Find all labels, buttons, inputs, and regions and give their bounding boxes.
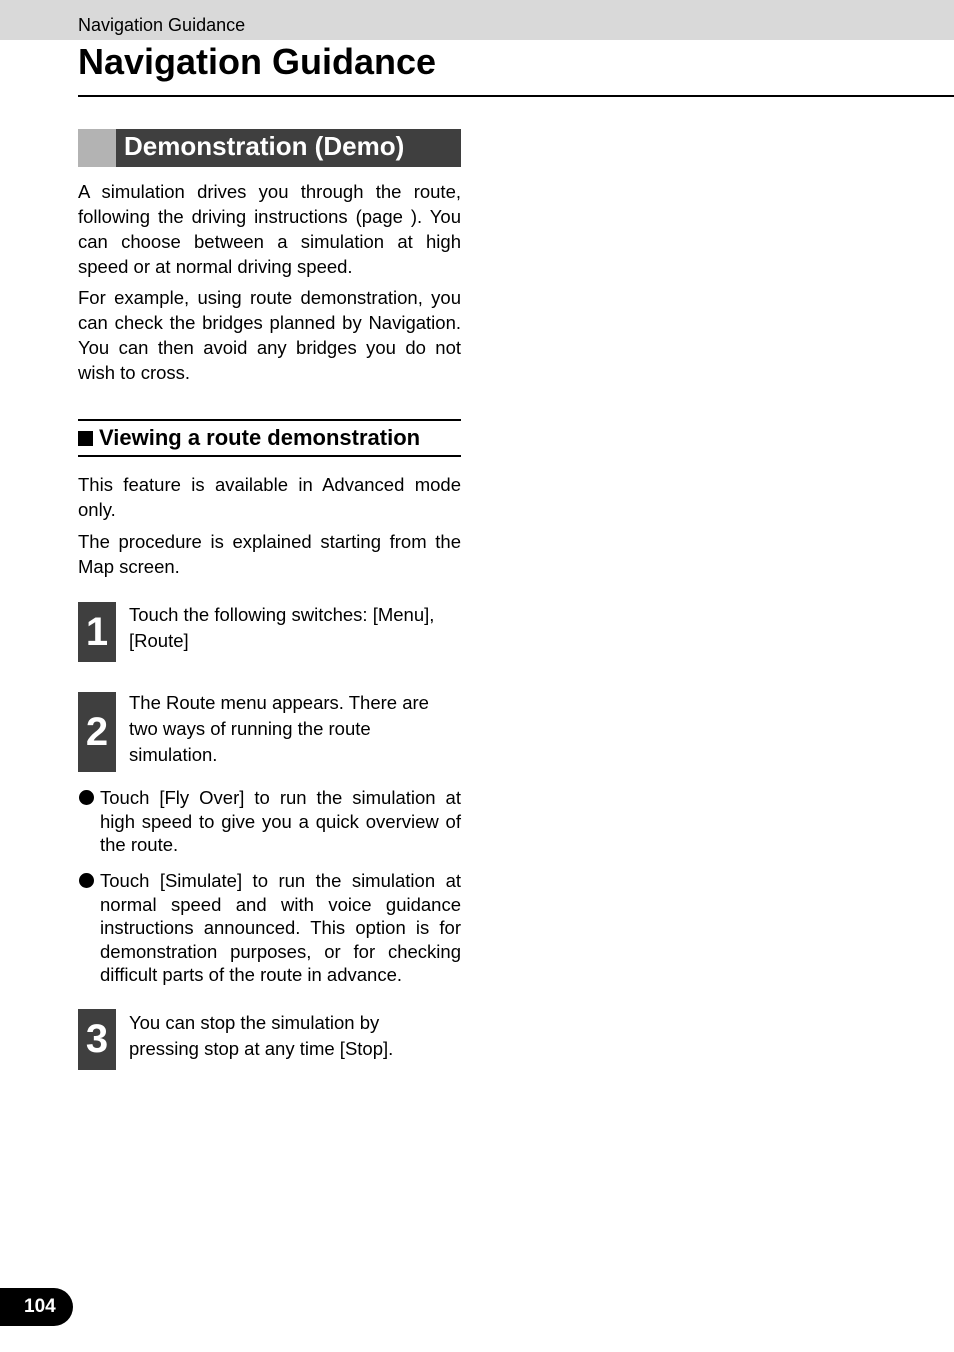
filled-circle-icon [79,790,94,805]
filled-square-icon [78,431,93,446]
step-number-1: 1 [78,602,116,662]
procedure-paragraph: The procedure is explained starting from the Map screen. [78,531,461,577]
running-header [0,0,954,40]
page-title: Navigation Guidance [78,41,437,82]
subsection-title: Viewing a route demonstration [99,425,421,450]
running-header-title: Navigation Guidance [78,15,246,35]
step-text-2: The Route menu appears. There are two ways of running the route simulation. [129,692,429,765]
intro-paragraph-2: For example, using route demonstration, you can check the bridges planned by Navigation. You can then avoid any bridges you do not wish to cross. [78,287,461,383]
bullet-text-fly-over: Touch [Fly Over] to run the simulation at high speed to give you a quick overview of the route. [100,787,461,855]
availability-paragraph: This feature is available in Advanced mode only. [78,474,461,520]
subsection-heading [78,421,461,455]
step-text-3: You can stop the simulation by pressing stop at any time [Stop]. [129,1012,394,1059]
step-number-3: 3 [78,1009,116,1070]
section-title: Demonstration (Demo) [124,131,405,161]
step-number-2: 2 [78,692,116,772]
title-divider [78,95,954,97]
subheading-bottom-rule [78,455,461,457]
page-number: 104 [0,1288,73,1326]
step-text-1: Touch the following switches: [Menu], [Route] [129,604,435,651]
intro-paragraph-1: A simulation drives you through the route, following the driving instructions (page ). You can choose between a simulation at high speed or at normal driving speed. [78,181,461,277]
banner-accent-block [78,129,116,167]
bullet-text-simulate: Touch [Simulate] to run the simulation at normal speed and with voice guidance instructions announced. This option is for demonstration purposes, or for checking difficult parts of the route in advance. [100,870,461,985]
section-banner [78,129,461,167]
filled-circle-icon [79,873,94,888]
